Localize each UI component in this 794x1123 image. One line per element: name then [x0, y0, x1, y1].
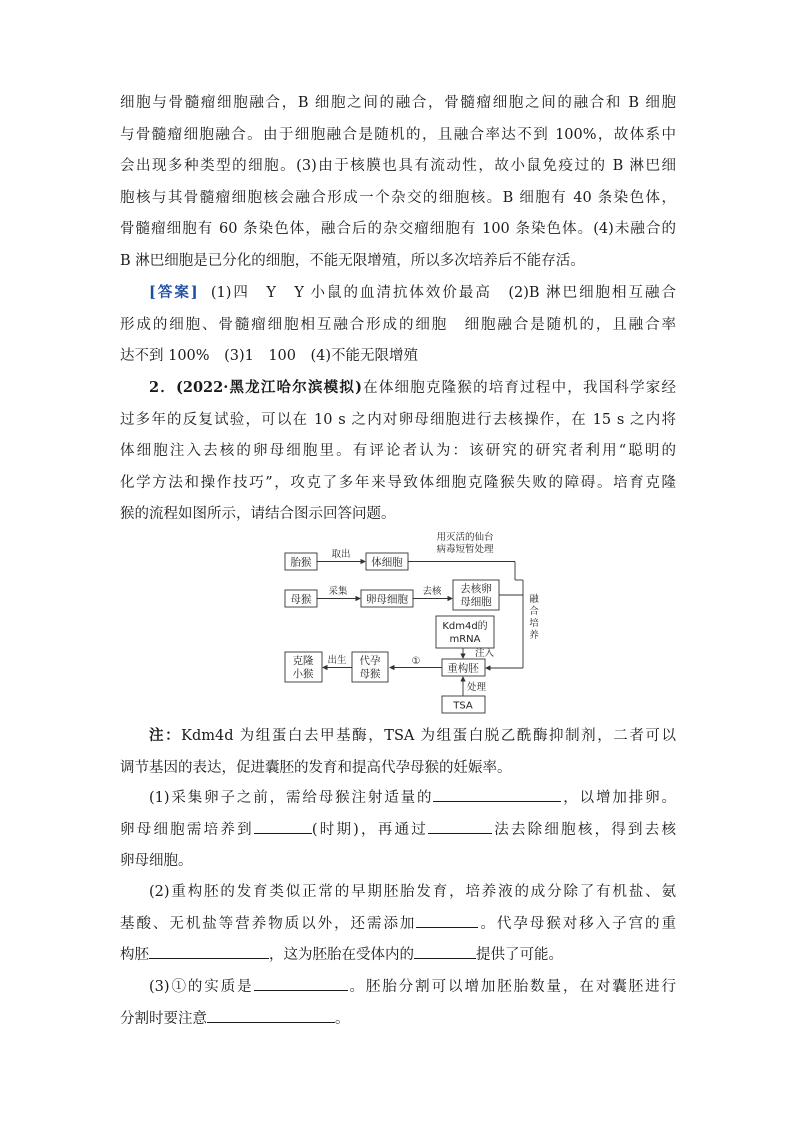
answer-blank[interactable]	[207, 1007, 335, 1023]
surrogate-label-1: 代孕	[359, 655, 381, 667]
take-out-label: 取出	[331, 549, 351, 560]
question-2-stem	[120, 372, 676, 531]
answer-line: 形成的细胞、骨髓瘤细胞相互融合形成的细胞 细胞融合是随机的，且融合率	[120, 316, 676, 333]
answer-blank[interactable]	[416, 912, 478, 928]
step-one-label: ①	[411, 656, 421, 667]
fusion-char: 培	[529, 618, 539, 629]
note-line: 调节基因的表达，促进囊胚的发育和提高代孕母猴的妊娠率。	[120, 759, 512, 776]
diagram-note	[120, 720, 676, 784]
question-line: 体细胞注入去核的卵母细胞里。有评论者认为：该研究的研究者利用“聪明的	[120, 443, 676, 459]
sub3-text: 。	[335, 1010, 350, 1027]
kdm-label-1: Kdm4d的	[442, 621, 488, 632]
answer-block	[120, 277, 676, 373]
sub1-text: ，以增加排卵。	[561, 790, 677, 806]
sub3-line	[120, 972, 676, 1004]
enucleate-label: 去核	[422, 586, 442, 597]
question-line: 过多年的反复试验，可以在 10 s 之内对卵母细胞进行去核操作，在 15 s 之内将	[120, 411, 676, 428]
clone-label-1: 克隆	[292, 655, 314, 667]
sub2-text: 。代孕母猴对移入子宫的重	[478, 915, 677, 932]
question-line: 化学方法和操作技巧”，攻克了多年来导致体细胞克隆猴失败的障碍。培育克隆	[120, 474, 676, 491]
birth-label: 出生	[327, 655, 347, 666]
sub1-text: 法去除细胞核，得到去核	[491, 821, 676, 838]
inject-label: 注入	[475, 648, 495, 659]
sub-question-1	[120, 783, 676, 878]
sub2-text: ，这为胚胎在受体内的	[269, 947, 414, 963]
note-label: 注：	[149, 727, 182, 744]
answer-blank[interactable]	[149, 943, 269, 959]
fusion-char: 融	[529, 594, 539, 605]
answer-line	[120, 277, 676, 310]
clone-label-2: 小猴	[292, 668, 314, 680]
explanation-paragraph	[120, 88, 676, 277]
answer-blank[interactable]	[254, 975, 348, 991]
question-source: (2022·黑龙江哈尔滨模拟)	[176, 379, 362, 396]
virus-label-1: 用灭活的仙台	[436, 532, 494, 543]
diagram-lines	[285, 553, 523, 713]
mother-monkey-label: 母猴	[290, 593, 312, 606]
sub1-text: (1)采集卵子之前，需给母猴注射适量的	[149, 790, 434, 806]
sub1-line	[120, 815, 676, 847]
fusion-char: 合	[529, 606, 539, 617]
note-line	[120, 720, 676, 753]
answer-blank[interactable]	[433, 786, 561, 802]
cloning-flow-diagram	[280, 528, 550, 718]
sub2-line: (2)重构胚的发育类似正常的早期胚胎发育，培养液的成分除了有机盐、氨	[149, 884, 676, 900]
explanation-line: 与骨髓瘤细胞融合。由于细胞融合是随机的，且融合率达不到 100%，故体系中	[120, 126, 676, 143]
explanation-line: 胞核与其骨髓瘤细胞核会融合形成一个杂交的细胞核。B 细胞有 40 条染色体，	[120, 189, 676, 206]
sub-question-2	[120, 877, 676, 972]
answer-blank[interactable]	[414, 943, 476, 959]
answer-blank[interactable]	[428, 818, 492, 834]
virus-label-2: 病毒短暂处理	[436, 544, 494, 555]
surrogate-label-2: 母猴	[359, 668, 381, 680]
sub1-text: 卵母细胞需培养到	[120, 821, 254, 838]
tsa-label: TSA	[453, 700, 473, 712]
process-label: 处理	[467, 682, 487, 693]
kdm-label-2: mRNA	[449, 634, 481, 645]
answer-line: 达不到 100% (3)1 100 (4)不能无限增殖	[120, 348, 419, 364]
sub1-line	[120, 783, 676, 815]
fetal-monkey-label: 胎猴	[290, 556, 312, 569]
oocyte-label: 卵母细胞	[366, 593, 408, 606]
sub-question-3	[120, 972, 676, 1035]
sub2-line	[120, 909, 676, 941]
collect-label: 采集	[328, 586, 348, 597]
sub2-text: 提供了可能。	[476, 947, 563, 963]
explanation-line: 细胞与骨髓瘤细胞融合，B 细胞之间的融合，骨髓瘤细胞之间的融合和 B 细胞	[120, 95, 676, 111]
note-text-1: Kdm4d 为组蛋白去甲基酶，TSA 为组蛋白脱乙酰酶抑制剂，二者可以	[181, 728, 677, 744]
fusion-char: 养	[529, 630, 539, 641]
explanation-line: 骨髓瘤细胞有 60 条染色体，融合后的杂交瘤细胞有 100 条染色体。(4)未融合的	[120, 221, 676, 237]
sub1-text: (时期)，再通过	[311, 821, 428, 838]
question-text-1: 在体细胞克隆猴的培育过程中，我国科学家经	[361, 380, 677, 396]
question-line: 猴的流程如图所示，请结合图示回答问题。	[120, 506, 396, 522]
explanation-line: 会出现多种类型的细胞。(3)由于核膜也具有流动性，故小鼠免疫过的 B 淋巴细	[120, 158, 676, 174]
sub2-text: 基酸、无机盐等营养物质以外，还需添加	[120, 915, 417, 932]
enucleated-label-2: 母细胞	[460, 596, 492, 608]
sub1-line: 卵母细胞。	[120, 853, 193, 869]
question-number: 2．	[149, 379, 176, 396]
answer-text-1: (1)四 Y Y 小鼠的血清抗体效价最高 (2)B 淋巴细胞相互融合	[210, 285, 676, 301]
diagram-labels	[291, 531, 540, 712]
answer-tag: [答案]	[149, 284, 198, 301]
sub3-line	[120, 1004, 676, 1036]
sub2-line	[120, 940, 676, 972]
sub3-text: 。胚胎分割可以增加胚胎数量，在对囊胚进行	[347, 979, 677, 995]
answer-blank[interactable]	[254, 818, 312, 834]
reconstructed-embryo-label: 重构胚	[447, 662, 479, 675]
explanation-line: B 淋巴细胞是已分化的细胞，不能无限增殖，所以多次培养后不能存活。	[120, 252, 585, 269]
sub3-text: 分割时要注意	[120, 1010, 207, 1027]
sub3-text: (3)①的实质是	[149, 979, 254, 995]
somatic-cell-label: 体细胞	[371, 556, 403, 569]
sub2-text: 构胚	[120, 947, 149, 963]
question-line	[120, 372, 676, 405]
enucleated-label-1: 去核卵	[460, 583, 492, 595]
